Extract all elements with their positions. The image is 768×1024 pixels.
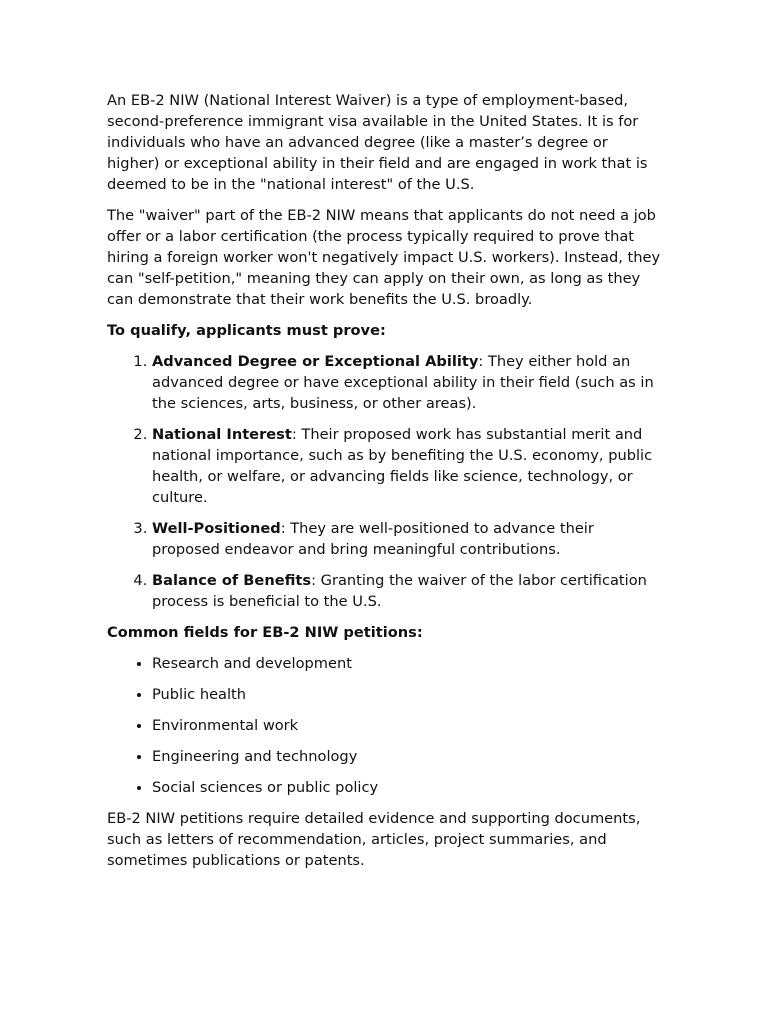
qualify-term: Advanced Degree or Exceptional Ability bbox=[152, 353, 479, 370]
qualify-description: : They either hold an advanced degree or have exceptional ability in their field (such as in the sciences, arts, business, or other areas). bbox=[152, 353, 654, 412]
qualify-item bbox=[152, 351, 664, 414]
fields-list bbox=[107, 653, 664, 798]
closing-paragraph: EB-2 NIW petitions require detailed evidence and supporting documents, such as letters of recommendation, articles, project summaries, and sometimes publications or patents. bbox=[107, 810, 641, 869]
qualify-term: National Interest bbox=[152, 426, 292, 443]
qualify-item bbox=[152, 424, 664, 508]
qualify-description: : Granting the waiver of the labor certification process is beneficial to the U.S. bbox=[152, 572, 647, 610]
qualify-description: : They are well-positioned to advance their proposed endeavor and bring meaningful contributions. bbox=[152, 520, 594, 558]
field-item: • Social sciences or public policy bbox=[152, 777, 664, 798]
qualify-list bbox=[107, 351, 664, 612]
field-item: • Environmental work bbox=[152, 715, 664, 736]
qualify-item bbox=[152, 570, 664, 612]
intro-paragraph-1: An EB-2 NIW (National Interest Waiver) is a type of employment-based, second-preference immigrant visa available in the United States. It is for individuals who have an advanced degree (like a master’s degree or higher) or exceptional ability in their field and are engaged in work that is deemed to be in the "national interest" of the U.S. bbox=[107, 92, 648, 193]
field-item: • Research and development bbox=[152, 653, 664, 674]
fields-heading: Common fields for EB-2 NIW petitions: bbox=[107, 624, 423, 641]
field-item: • Engineering and technology bbox=[152, 746, 664, 767]
qualify-term: Well-Positioned bbox=[152, 520, 281, 537]
qualify-item bbox=[152, 518, 664, 560]
field-item: • Public health bbox=[152, 684, 664, 705]
qualify-description: : Their proposed work has substantial merit and national importance, such as by benefiting the U.S. economy, public health, or welfare, or advancing fields like science, technology, or culture. bbox=[152, 426, 653, 506]
qualify-term: Balance of Benefits bbox=[152, 572, 312, 589]
intro-paragraph-2: The "waiver" part of the EB-2 NIW means that applicants do not need a job offer or a labor certification (the process typically required to prove that hiring a foreign worker won't negatively impact U.S. workers). Instead, they can "self-petition," meaning they can apply on their own, as long as they can demonstrate that their work benefits the U.S. broadly. bbox=[107, 207, 661, 308]
qualify-heading: To qualify, applicants must prove: bbox=[107, 322, 386, 339]
